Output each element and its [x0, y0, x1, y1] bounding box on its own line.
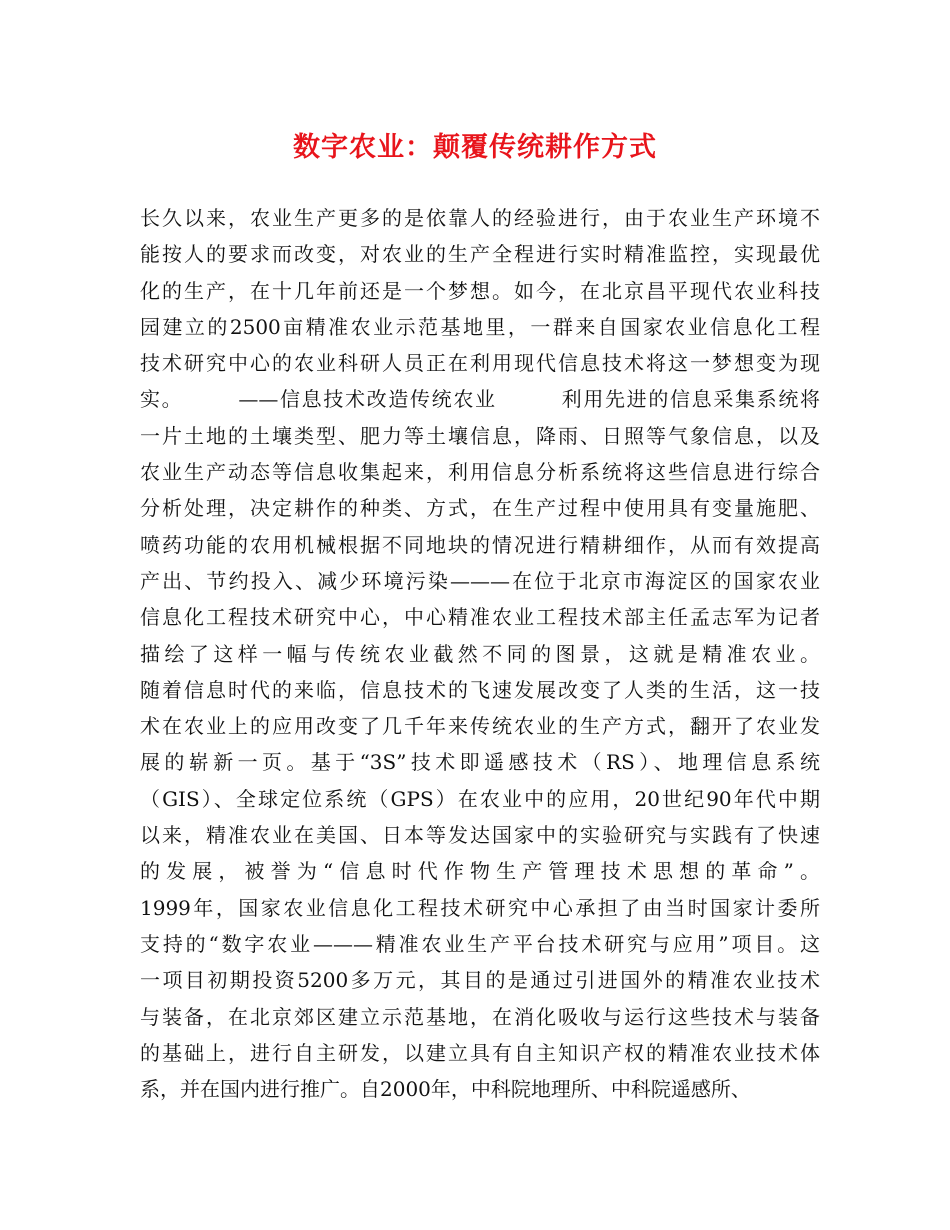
body-line: 产出、节约投入、减少环境污染———在位于北京市海淀区的国家农业 — [140, 568, 820, 593]
body-line: 随着信息时代的来临，信息技术的飞速发展改变了人类的生活，这一技 — [140, 677, 820, 702]
body-line: 术在农业上的应用改变了几千年来传统农业的生产方式，翻开了农业发 — [140, 714, 820, 739]
body-line: 系，并在国内进行推广。自2000年，中科院地理所、中科院遥感所、 — [140, 1077, 751, 1102]
body-line: 农业生产动态等信息收集起来，利用信息分析系统将这些信息进行综合 — [140, 460, 820, 485]
body-line: 化的生产，在十几年前还是一个梦想。如今，在北京昌平现代农业科技 — [140, 278, 820, 303]
body-line: 一项目初期投资5200多万元，其目的是通过引进国外的精准农业技术 — [140, 968, 820, 993]
body-line: 1999年，国家农业信息化工程技术研究中心承担了由当时国家计委所 — [140, 895, 820, 920]
body-line: 分析处理，决定耕作的种类、方式，在生产过程中使用具有变量施肥、 — [140, 496, 820, 521]
body-line: 的基础上，进行自主研发，以建立具有自主知识产权的精准农业技术体 — [140, 1040, 820, 1065]
document-body — [140, 200, 820, 1107]
body-line: 园建立的2500亩精准农业示范基地里，一群来自国家农业信息化工程 — [140, 314, 820, 339]
body-line: 描绘了这样一幅与传统农业截然不同的图景，这就是精准农业。 — [140, 641, 820, 666]
body-line: 喷药功能的农用机械根据不同地块的情况进行精耕细作，从而有效提高 — [140, 532, 820, 557]
body-line: 长久以来，农业生产更多的是依靠人的经验进行，由于农业生产环境不 — [140, 206, 820, 230]
body-line: 与装备，在北京郊区建立示范基地，在消化吸收与运行这些技术与装备 — [140, 1004, 820, 1029]
document-title: 数字农业：颠覆传统耕作方式 — [293, 132, 657, 163]
body-line: 的发展，被誉为“信息时代作物生产管理技术思想的革命”。 — [140, 859, 820, 884]
body-line: （GIS）、全球定位系统（GPS）在农业中的应用，20世纪90年代中期 — [140, 786, 820, 811]
body-line: 技术研究中心的农业科研人员正在利用现代信息技术将这一梦想变为现 — [140, 351, 820, 376]
body-line: 支持的“数字农业———精准农业生产平台技术研究与应用”项目。这 — [140, 931, 820, 956]
body-line: 展的崭新一页。基于“3S”技术即遥感技术（RS）、地理信息系统 — [140, 750, 820, 775]
body-line: 实。 ——信息技术改造传统农业 利用先进的信息采集系统将 — [140, 387, 820, 412]
body-line: 以来，精准农业在美国、日本等发达国家中的实验研究与实践有了快速 — [140, 823, 820, 848]
body-line: 能按人的要求而改变，对农业的生产全程进行实时精准监控，实现最优 — [140, 242, 820, 267]
body-line: 信息化工程技术研究中心，中心精准农业工程技术部主任孟志军为记者 — [140, 605, 820, 630]
body-line: 一片土地的土壤类型、肥力等土壤信息，降雨、日照等气象信息，以及 — [140, 423, 820, 448]
